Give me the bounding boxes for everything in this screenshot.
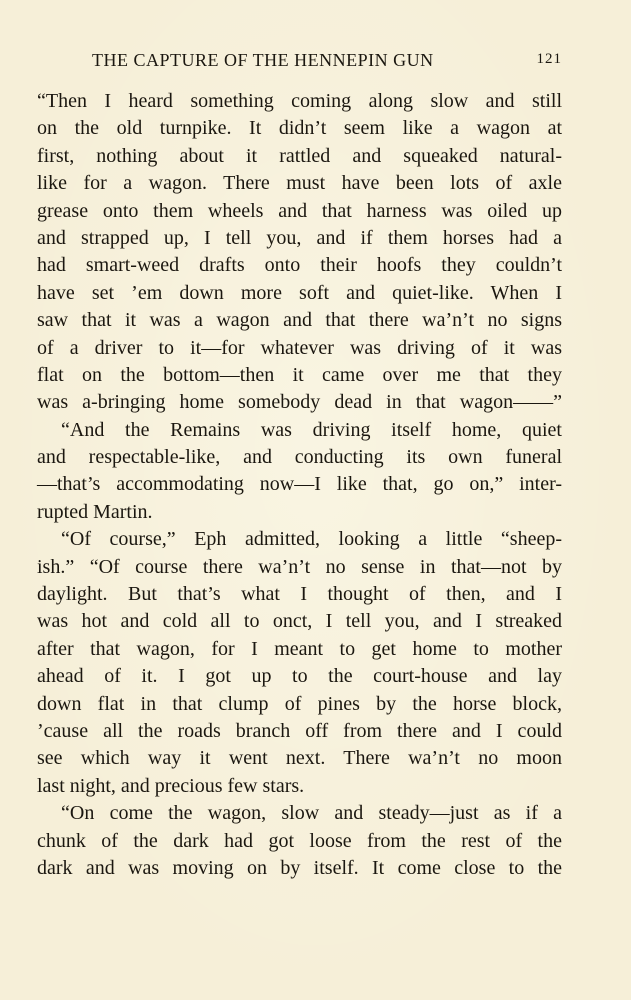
text-line: have set ’em down more soft and quiet-like. When I (37, 281, 562, 304)
body-text (37, 88, 562, 882)
text-line: first, nothing about it rattled and squeaked natural- (37, 144, 562, 167)
text-line: chunk of the dark had got loose from the rest of the (37, 829, 562, 852)
text-line: after that wagon, for I meant to get home to mother (37, 637, 562, 660)
text-line: was hot and cold all to onct, I tell you, and I streaked (37, 610, 562, 633)
text-line: and respectable-like, and conducting its own funeral (37, 446, 562, 469)
text-line: last night, and precious few stars. (37, 774, 305, 797)
text-line: had smart-weed drafts onto their hoofs they couldn’t (37, 254, 562, 277)
text-line: saw that it was a wagon and that there wa’n’t no signs (37, 309, 562, 332)
text-line: —that’s accommodating now—I like that, go on,” inter- (37, 473, 562, 496)
text-line: and strapped up, I tell you, and if them horses had a (37, 226, 562, 249)
text-line: down flat in that clump of pines by the horse block, (37, 692, 562, 715)
text-line: ahead of it. I got up to the court-house and lay (37, 665, 562, 688)
text-line: rupted Martin. (37, 500, 153, 523)
text-line: ish.” “Of course there wa’n’t no sense in that—not by (37, 555, 562, 578)
text-line: “On come the wagon, slow and steady—just as if a (61, 802, 562, 825)
text-line: on the old turnpike. It didn’t seem like a wagon at (37, 117, 562, 140)
text-line: “And the Remains was driving itself home, quiet (61, 418, 562, 441)
text-line: ’cause all the roads branch off from there and I could (37, 719, 562, 742)
text-line: like for a wagon. There must have been lots of axle (37, 172, 562, 195)
text-line: daylight. But that’s what I thought of then, and I (37, 583, 562, 606)
text-line: dark and was moving on by itself. It come close to the (37, 856, 562, 879)
running-title: THE CAPTURE OF THE HENNEPIN GUN (92, 50, 434, 70)
text-line: “Then I heard something coming along slow and still (37, 90, 562, 112)
running-head (92, 47, 562, 77)
text-line: was a-bringing home somebody dead in that wagon——” (37, 391, 562, 414)
page-number: 121 (536, 51, 562, 67)
text-line: of a driver to it—for whatever was driving of it was (37, 336, 562, 359)
text-line: grease onto them wheels and that harness was oiled up (37, 199, 562, 222)
text-line: “Of course,” Eph admitted, looking a little “sheep- (61, 528, 562, 551)
text-line: flat on the bottom—then it came over me that they (37, 363, 562, 386)
text-line: see which way it went next. There wa’n’t no moon (37, 747, 562, 770)
